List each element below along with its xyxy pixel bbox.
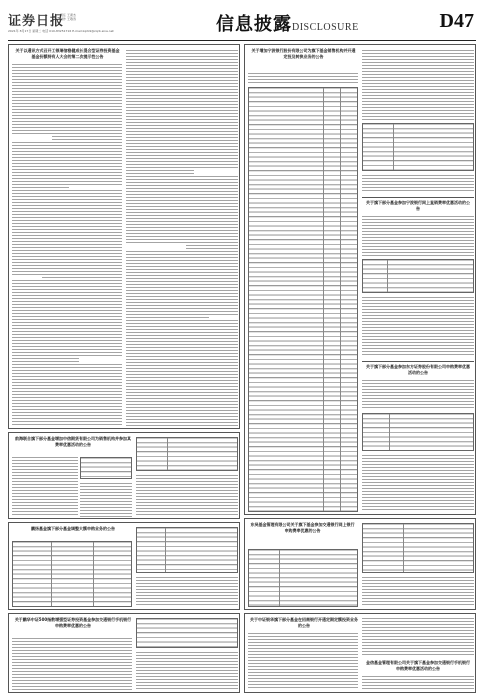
notice-body — [136, 652, 238, 690]
section-title-en: DISCLOSURE — [292, 22, 359, 33]
notice-body — [362, 50, 474, 120]
notice-box-9 — [8, 613, 240, 693]
notice-title: 前海联合旗下部分基金增加中信期货有限公司为销售机构并参加其费率优惠活动的公告 — [15, 436, 131, 447]
notice-box-1 — [8, 44, 240, 429]
notice-title: 关于旗下部分基金参加宁波银行网上直销费率优惠活动的公告 — [366, 200, 470, 211]
notice-body — [362, 676, 474, 690]
notice-title: 东吴基金管理有限公司关于旗下基金参加交通银行网上银行申购费率优惠的公告 — [250, 522, 355, 533]
notice-body — [362, 216, 474, 256]
notice-body — [12, 638, 132, 690]
section-title — [216, 10, 359, 36]
editor-info: 责任 王素杰 制作 王敬涛 — [60, 13, 76, 21]
notice-title: 金信基金管理有限公司关于旗下基金参加交通银行手机银行申购费率优惠活动的公告 — [366, 660, 470, 671]
notice-title: 关于增加宁波银行股份有限公司为旗下基金销售机构并开通定投及转换业务的公告 — [251, 48, 356, 59]
masthead-rule — [8, 40, 476, 41]
notice-title: 关于中证银华旗下部分基金在招商银行开通定期定额投资业务的公告 — [250, 617, 358, 628]
data-table — [362, 259, 474, 293]
notice-body — [136, 577, 238, 607]
data-table — [248, 549, 358, 607]
page-number: D47 — [439, 10, 474, 32]
notice-title: 关于以通讯方式召开工银瑞信稳健成长混合型证券投资基金基金份额持有人大会的第二次提示性公告 — [15, 48, 120, 59]
notice-body — [362, 175, 474, 193]
notice-box-5 — [8, 432, 240, 519]
notice-body — [80, 483, 132, 517]
data-table — [362, 123, 474, 171]
notice-body — [248, 633, 358, 690]
notice-box-10 — [244, 613, 476, 693]
notice-body — [248, 73, 358, 85]
publication-info: 2021年 8月17日 星期二 电话 010-83251716 E-mail:zqrb9@zqrb.sina.net — [8, 29, 114, 33]
data-table — [80, 457, 132, 479]
notice-box-6 — [8, 522, 240, 610]
data-table — [362, 523, 474, 573]
notice-box-7 — [244, 518, 476, 610]
data-table — [362, 413, 474, 451]
notice-body — [362, 455, 474, 512]
notice-body — [362, 297, 474, 357]
notice-body — [136, 475, 238, 517]
notice-body — [12, 64, 122, 426]
data-table — [136, 437, 238, 471]
notice-body — [126, 50, 238, 426]
notice-body — [362, 380, 474, 410]
newspaper-logo: 证券日报 — [8, 14, 65, 29]
masthead — [8, 10, 476, 40]
section-title-cn: 信息披露 — [216, 14, 292, 35]
notice-title: 关于鹏华中证500指数增强型证券投资基金参加交通银行手机银行申购费率优惠的公告 — [14, 617, 132, 628]
notice-title: 关于旗下部分基金参加东方证券股份有限公司申购费率优惠活动的公告 — [366, 364, 470, 375]
notice-body — [362, 618, 474, 656]
notice-box-2 — [244, 44, 476, 515]
data-table — [136, 527, 238, 573]
data-table — [248, 87, 358, 512]
notice-body — [12, 457, 78, 517]
data-table — [136, 618, 238, 648]
notice-title: 鹏扬基金旗下部分基金调整大额申购业务的公告 — [31, 526, 115, 531]
data-table — [12, 541, 132, 607]
notice-body — [362, 577, 474, 607]
